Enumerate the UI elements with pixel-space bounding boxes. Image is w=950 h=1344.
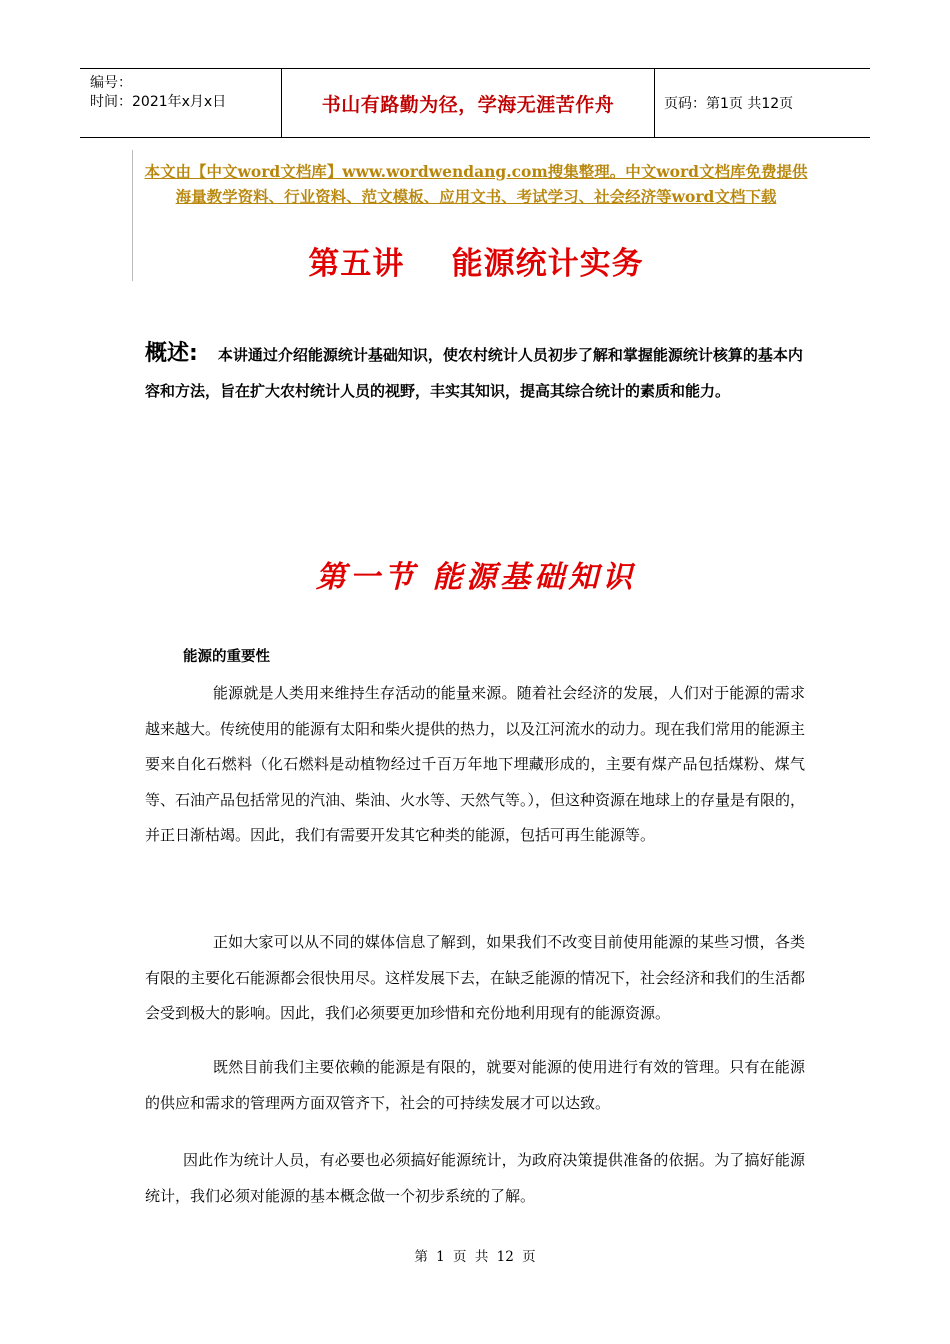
time-label: 时间：2021年x月x日 [90, 94, 227, 110]
number-label: 编号： [90, 75, 132, 91]
margin-line [132, 150, 133, 281]
overview [145, 336, 805, 409]
paragraph: 因此作为统计人员，有必要也必须搞好能源统计，为政府决策提供准备的依据。为了搞好能源统计，我们必须对能源的基本概念做一个初步系统的了解。 [145, 1151, 805, 1205]
page-info: 页码：第1页 共12页 [664, 96, 794, 112]
page-footer: 第 1 页 共 12 页 [414, 1249, 536, 1265]
overview-label: 概述: [145, 341, 198, 366]
paragraph: 既然目前我们主要依赖的能源是有限的，就要对能源的使用进行有效的管理。只有在能源的供应和需求的管理两方面双管齐下，社会的可持续发展才可以达致。 [145, 1058, 805, 1112]
paragraph: 能源就是人类用来维持生存活动的能量来源。随着社会经济的发展，人们对于能源的需求越来越大。传统使用的能源有太阳和柴火提供的热力，以及江河流水的动力。现在我们常用的能源主要来自化石燃料（化石燃料是动植物经过千百万年地下埋藏形成的，主要有煤产品包括煤粉、煤气等、石油产品包括常见的汽油、柴油、火水等、天然气等。），但这种资源在地球上的存量是有限的，并正日渐枯竭。因此，我们有需要开发其它种类的能源，包括可再生能源等。 [145, 684, 806, 844]
header-table [80, 68, 870, 138]
paragraph: 正如大家可以从不同的媒体信息了解到，如果我们不改变目前使用能源的某些习惯，各类有限的主要化石能源都会很快用尽。这样发展下去，在缺乏能源的情况下，社会经济和我们的生活都会受到极大的影响。因此，我们必须要更加珍惜和充份地利用现有的能源资源。 [145, 933, 806, 1022]
source-notice[interactable]: 本文由【中文word文档库】www.wordwendang.com搜集整理。中文word文档库免费提供海量教学资料、行业资料、范文模板、应用文书、考试学习、社会经济等word文档下载 [144, 162, 808, 206]
subheading: 能源的重要性 [183, 649, 270, 665]
motto: 书山有路勤为径，学海无涯苦作舟 [321, 93, 615, 116]
header-meta-cell [80, 69, 280, 137]
section-title: 第一节 能源基础知识 [315, 560, 637, 595]
header-motto-cell [281, 69, 655, 137]
header-page-cell [654, 69, 870, 137]
page-title: 第五讲 能源统计实务 [308, 246, 644, 282]
overview-text: 本讲通过介绍能源统计基础知识，使农村统计人员初步了解和掌握能源统计核算的基本内容和方法，旨在扩大农村统计人员的视野，丰实其知识，提高其综合统计的素质和能力。 [145, 346, 803, 400]
